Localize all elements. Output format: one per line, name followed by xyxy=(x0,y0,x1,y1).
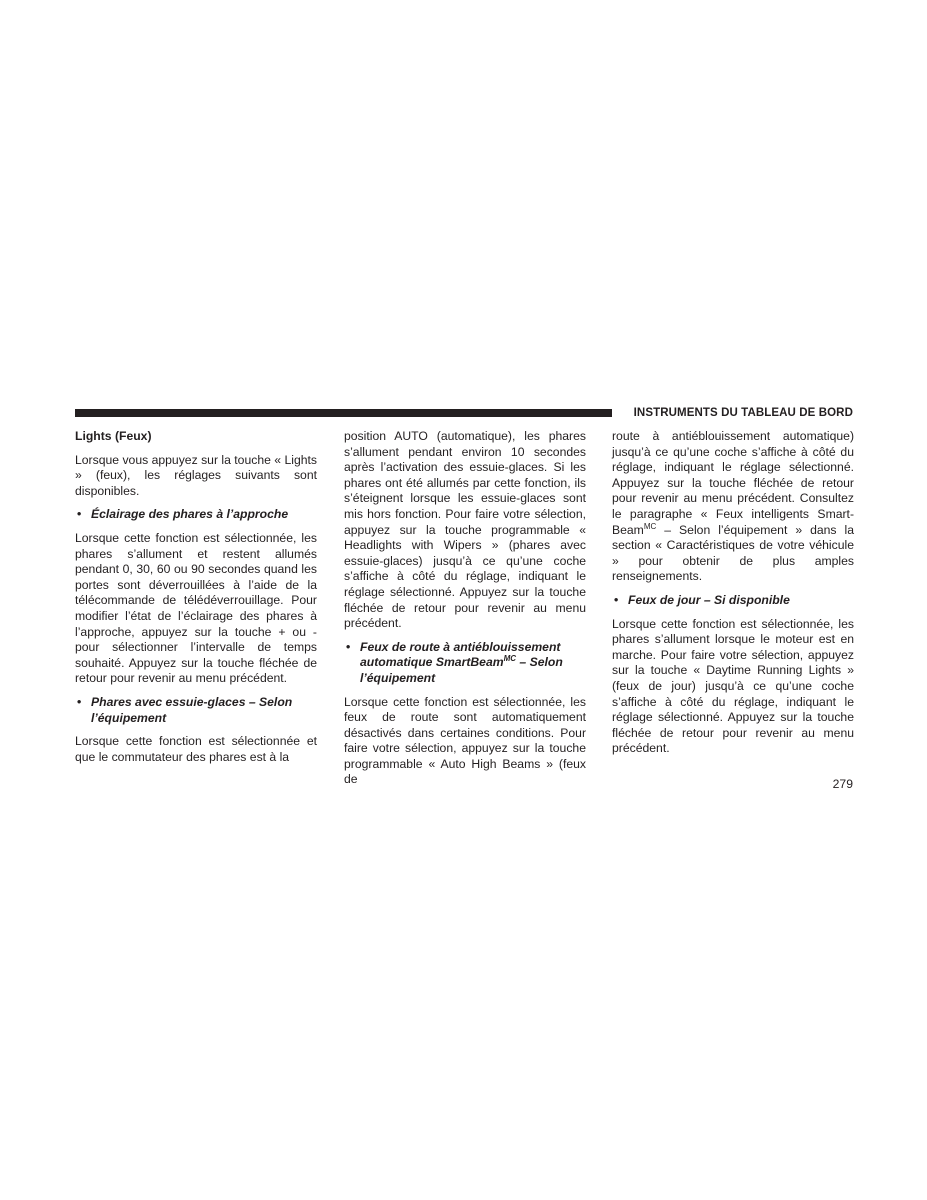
page-header-title: INSTRUMENTS DU TABLEAU DE BORD xyxy=(633,407,853,419)
bullet-heading-approach-lighting xyxy=(75,507,317,523)
intro-paragraph: Lorsque vous appuyez sur la touche « Lights » (feux), les réglages suivants sont disponibles. xyxy=(75,452,317,498)
bullet-heading-daytime-lights xyxy=(612,593,854,609)
column-2 xyxy=(344,429,586,796)
trademark-superscript: MC xyxy=(643,521,657,531)
trademark-superscript: MC xyxy=(503,654,517,664)
header-rule xyxy=(75,409,612,417)
bullet-heading-headlights-wipers xyxy=(75,695,317,726)
bullet-heading-text: Feux de jour – Si disponible xyxy=(628,592,790,607)
paragraph-text-b: – Selon l’équipement » dans la section « Caractéristiques de votre véhicule » pour obtenir de plus amples renseignements. xyxy=(612,522,854,584)
bullet-icon: • xyxy=(77,507,82,522)
paragraph-headlights-wipers: Lorsque cette fonction est sélectionnée et que le commutateur des phares est à la xyxy=(75,734,317,764)
column-1 xyxy=(75,429,317,773)
paragraph-daytime-lights: Lorsque cette fonction est sélectionnée, les phares s’allument lorsque le moteur est en marche. Pour faire votre sélection, appuyez sur la touche « Daytime Running Lights » (feux de jour) jusqu’à ce qu’une coche s’affiche à côté du réglage, indiquant le réglage sélectionné. Appuyez sur la touche fléchée de retour pour revenir au menu précédent. xyxy=(612,616,854,756)
bullet-heading-smartbeam xyxy=(344,640,586,687)
paragraph-smartbeam: Lorsque cette fonction est sélectionnée, les feux de route sont automatiquement désactivés dans certaines conditions. Pour faire votre sélection, appuyez sur la touche programmable « Auto High Beams » (feux de xyxy=(344,694,586,787)
bullet-icon: • xyxy=(614,592,619,607)
bullet-heading-text: Phares avec essuie-glaces – Selon l’équipement xyxy=(91,694,293,725)
page-number: 279 xyxy=(832,777,853,791)
paragraph-smartbeam-continued xyxy=(612,429,854,585)
bullet-icon: • xyxy=(346,639,351,654)
bullet-heading-text: Éclairage des phares à l’approche xyxy=(91,507,289,522)
bullet-heading-text-a: Feux de route à antiéblouissement automatique SmartBeam xyxy=(360,639,561,670)
column-3 xyxy=(612,429,854,765)
paragraph-text-a: route à antiéblouissement automatique) jusqu’à ce qu’une coche s’affiche à côté du réglage, indiquant le réglage sélectionné. Appuyez sur la touche fléchée de retour pour revenir au menu précédent. Consultez le paragraphe « Feux intelligents Smart-Beam xyxy=(612,429,854,537)
bullet-heading-text-b: – Selon l’équipement xyxy=(360,655,563,685)
paragraph-approach-lighting: Lorsque cette fonction est sélectionnée, les phares s’allument et restent allumés pendant 0, 30, 60 ou 90 secondes quand les portes sont déverrouillées à l’aide de la télécommande de télédéverrouillage. Pour modifier l’état de l’éclairage des phares à l’approche, appuyez sur la touche + ou - pour sélectionner l’intervalle de temps souhaité. Appuyez sur la touche fléchée de retour pour revenir au menu précédent. xyxy=(75,530,317,686)
section-title: Lights (Feux) xyxy=(75,429,152,443)
paragraph-headlights-wipers-continued: position AUTO (automatique), les phares s’allument pendant environ 10 secondes après l’activation des essuie-glaces. Si les phares ont été allumés par cette fonction, ils s’éteignent lorsque les essuie-glaces sont mis hors fonction. Pour faire votre sélection, appuyez sur la touche programmable « Headlights with Wipers » (phares avec essuie-glaces) jusqu’à ce qu’une coche s’affiche à côté du réglage, indiquant le réglage sélectionné. Appuyez sur la touche fléchée de retour pour revenir au menu précédent. xyxy=(344,429,586,631)
bullet-icon: • xyxy=(77,694,82,709)
